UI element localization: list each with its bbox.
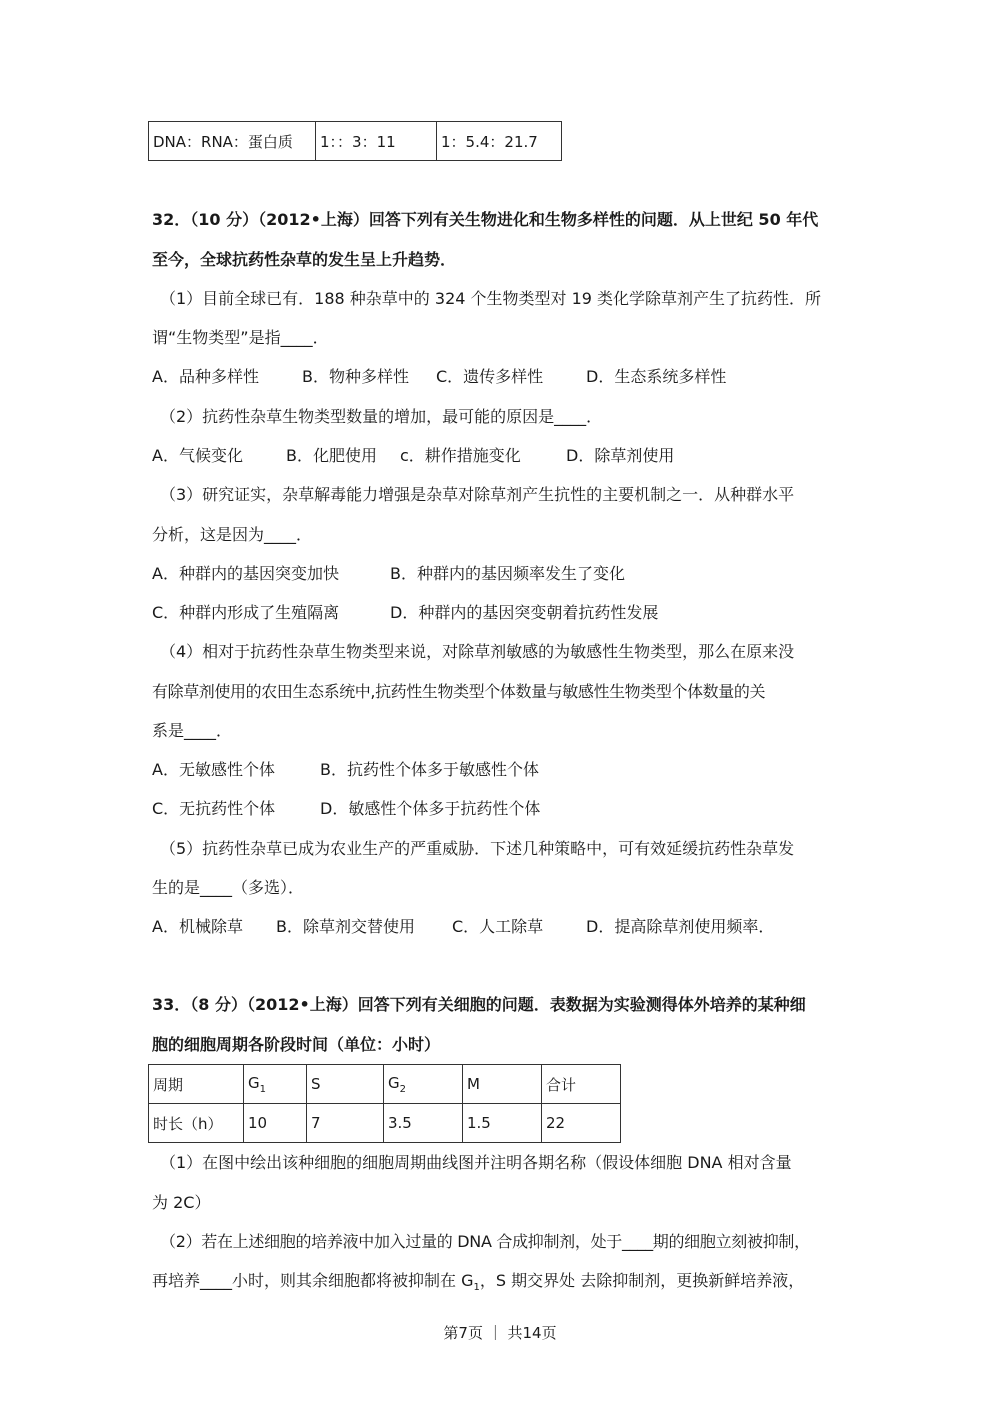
option-a: A．气候变化	[152, 446, 243, 465]
table-header-cell: 合计	[542, 1065, 621, 1104]
q32-stem-line2: 至今，全球抗药性杂草的发生呈上升趋势．	[152, 250, 457, 269]
table-header-cell	[384, 1065, 463, 1104]
option-b: B．抗药性个体多于敏感性个体	[320, 760, 539, 779]
table-cell: 22	[542, 1104, 621, 1143]
g2-label: G	[388, 1073, 400, 1092]
option-c: c．耕作措施变化	[400, 446, 521, 465]
page-footer: 第7页 ｜ 共14页	[443, 1324, 557, 1342]
g1-subscript: 1	[473, 1282, 480, 1294]
table-cell: 10	[244, 1104, 307, 1143]
table-header-cell: M	[463, 1065, 542, 1104]
q33-part1-line1: （1）在图中绘出该种细胞的细胞周期曲线图并注明各期名称（假设体细胞 DNA 相对含量	[160, 1153, 792, 1172]
option-c: C．无抗药性个体	[152, 799, 276, 818]
q32-part2-line1: （2）抗药性杂草生物类型数量的增加，最可能的原因是____．	[160, 407, 603, 426]
q32-part4-line3: 系是____．	[152, 721, 233, 740]
option-a: A．机械除草	[152, 917, 243, 936]
q32-part3-line2: 分析，这是因为____．	[152, 525, 313, 544]
table-row	[149, 1104, 621, 1143]
option-b: B．除草剂交替使用	[276, 917, 415, 936]
ratio-table	[148, 121, 562, 161]
q33-stem-line1: 33．（8 分）（2012•上海）回答下列有关细胞的问题．表数据为实验测得体外培养的某种细	[152, 995, 806, 1014]
q32-part1-line2: 谓“生物类型”是指____．	[152, 328, 329, 347]
cell-cycle-table	[148, 1064, 621, 1143]
table-cell: 3.5	[384, 1104, 463, 1143]
g1-subscript: 1	[259, 1083, 266, 1095]
q33-part1-line2: 为 2C）	[152, 1193, 211, 1212]
q32-part5-line1: （5）抗药性杂草已成为农业生产的严重威胁．下述几种策略中，可有效延缓抗药性杂草发	[160, 839, 795, 858]
option-b: B．物种多样性	[302, 367, 409, 386]
option-d: D．种群内的基因突变朝着抗药性发展	[390, 603, 659, 622]
option-d: D．除草剂使用	[566, 446, 675, 465]
option-a: A．种群内的基因突变加快	[152, 564, 339, 583]
table-cell: 1：：3：11	[316, 122, 437, 161]
q33-part2-line2-b: ，S 期交界处 去除抑制剂，更换新鲜培养液，	[479, 1271, 805, 1290]
g1-label: G	[248, 1073, 260, 1092]
q33-part2-line2	[152, 1271, 804, 1298]
table-row	[149, 1065, 621, 1104]
option-d: D．生态系统多样性	[586, 367, 727, 386]
table-header-cell	[244, 1065, 307, 1104]
option-d: D．提高除草剂使用频率．	[586, 917, 775, 936]
q32-part4-line2: 有除草剂使用的农田生态系统中,抗药性生物类型个体数量与敏感性生物类型个体数量的关	[152, 682, 766, 701]
q32-part1-line1: （1）目前全球已有．188 种杂草中的 324 个生物类型对 19 类化学除草剂产生了抗药性．所	[160, 289, 822, 308]
table-cell: 1：5.4：21.7	[437, 122, 562, 161]
q32-part3-line1: （3）研究证实，杂草解毒能力增强是杂草对除草剂产生抗性的主要机制之一．从种群水平	[160, 485, 795, 504]
table-cell: 1.5	[463, 1104, 542, 1143]
q32-part4-line1: （4）相对于抗药性杂草生物类型来说，对除草剂敏感的为敏感性生物类型，那么在原来没	[160, 642, 795, 661]
option-b: B．种群内的基因频率发生了变化	[390, 564, 625, 583]
option-c: C．遗传多样性	[436, 367, 544, 386]
q33-part2-line2-a: 再培养____小时，则其余细胞都将被抑制在 G	[152, 1271, 474, 1290]
q33-stem-line2: 胞的细胞周期各阶段时间（单位：小时）	[152, 1035, 441, 1054]
g2-subscript: 2	[399, 1083, 406, 1095]
table-cell: 7	[307, 1104, 384, 1143]
q32-stem-line1: 32．（10 分）（2012•上海）回答下列有关生物进化和生物多样性的问题．从上世纪 50 年代	[152, 210, 819, 229]
table-header-cell: S	[307, 1065, 384, 1104]
table-cell: DNA：RNA：蛋白质	[149, 122, 316, 161]
table-row	[149, 122, 562, 161]
option-a: A．无敏感性个体	[152, 760, 275, 779]
table-header-cell: 周期	[149, 1065, 244, 1104]
table-cell: 时长（h）	[149, 1104, 244, 1143]
q33-part2-line1: （2）若在上述细胞的培养液中加入过量的 DNA 合成抑制剂，处于____期的细胞立刻被抑制，	[160, 1232, 810, 1251]
option-c: C．人工除草	[452, 917, 544, 936]
option-c: C．种群内形成了生殖隔离	[152, 603, 340, 622]
option-a: A．品种多样性	[152, 367, 259, 386]
option-b: B．化肥使用	[286, 446, 377, 465]
option-d: D．敏感性个体多于抗药性个体	[320, 799, 541, 818]
q32-part5-line2: 生的是____（多选）．	[152, 878, 305, 897]
